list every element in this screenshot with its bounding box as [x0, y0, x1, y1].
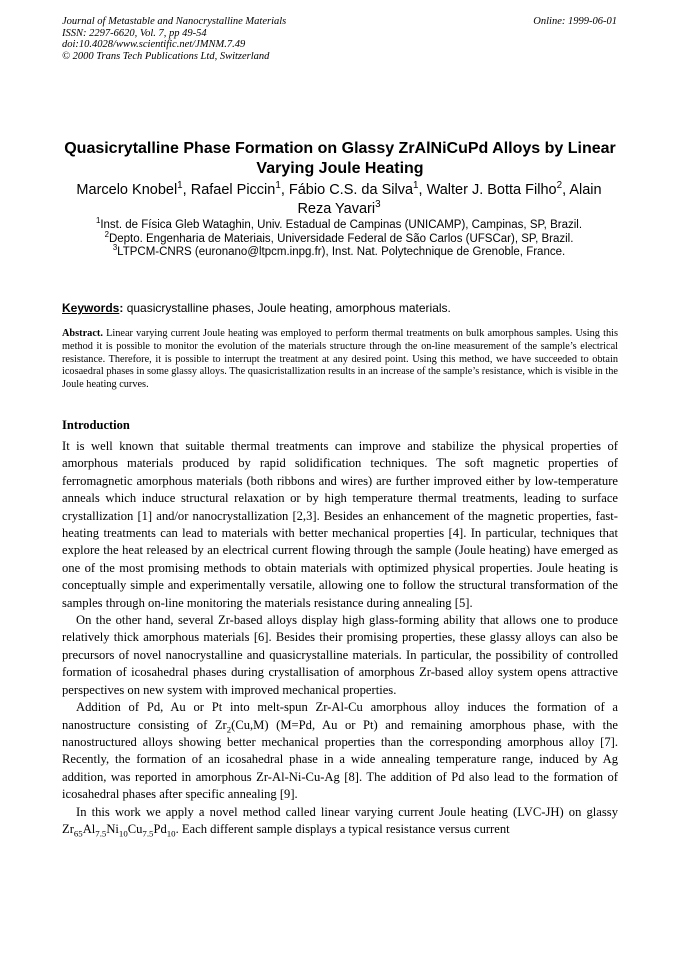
abstract-label: Abstract.	[62, 328, 103, 339]
keywords-text: quasicrystalline phases, Joule heating, amorphous materials.	[126, 301, 451, 315]
author: Alain Reza Yavari$^3$	[297, 182, 602, 217]
keywords: Keywords: quasicrystalline phases, Joule heating, amorphous materials.	[62, 301, 451, 315]
paragraph: Addition of Pd, Au or Pt into melt-spun Zr-Al-Cu amorphous alloy induces the formation of a nanostructure consisting of $Zr_2(Cu,M)$ (M=Pd, Au or Pt) and remaining amorphous phase, with the nanostructured alloys showing better mechanical properties than the corresponding amorphous alloy [7]. Recently, the formation of an icosahedral phase in a wide annealing temperature range, induced by Ag addition, was reported in amorphous Zr-Al-Ni-Cu-Ag [8]. The addition of Pd also lead to the formation of icosahedral phases after specific annealing [9].	[62, 700, 618, 802]
journal-header	[62, 16, 617, 62]
author-list: Marcelo Knobel$^1$, Rafael Piccin$^1$, Fábio C.S. da Silva$^1$, Walter J. Botta Filho$^2$, Alain Reza Yavari$^3$	[76, 180, 602, 217]
author: Marcelo Knobel$^1$	[76, 180, 183, 198]
author: Fábio C.S. da Silva$^1$	[288, 180, 419, 198]
paper-title: Quasicrytalline Phase Formation on Glassy ZrAlNiCuPd Alloys by Linear Varying Joule Heating	[64, 140, 616, 177]
copyright-line: © 2000 Trans Tech Publications Ltd, Switzerland	[62, 50, 270, 62]
doi-line: doi:10.4028/www.scientific.net/JMNM.7.49	[62, 39, 246, 50]
keywords-label: Keywords	[62, 301, 120, 315]
issn-line: ISSN: 2297-6620, Vol. 7, pp 49-54	[62, 27, 207, 39]
introduction-body	[62, 438, 618, 838]
section-heading: Introduction	[62, 418, 130, 432]
affiliation-list	[66, 216, 612, 260]
affiliation: $^2$Depto. Engenharia de Materiais, Universidade Federal de São Carlos (UFSCar), SP, Brazil.	[104, 229, 574, 245]
abstract-text: Linear varying current Joule heating was employed to perform thermal treatments on bulk amorphous samples. Using this method it is possible to monitor the evolution of the materials structure through the on-line measurement of the sample’s electrical resistance. Therefore, it is possible to interrupt the treatment at any desired point. Using this method, we have succeeded to obtain icosaedral phases in some glassy alloys. The quasicristallization results in an increase of the sample’s resistance, which is visible in the Joule heating curves.	[62, 328, 618, 391]
paragraph: It is well known that suitable thermal treatments can improve and stabilize the physical properties of amorphous materials produced by rapid solidification techniques. The soft magnetic properties of ferromagnetic amorphous materials (both ribbons and wires) are further improved either by low-temperature anneals which induce structural relaxation or by high temperature thermal treatments, leading to surface crystallization [1] and/or nanocrystallization [2,3]. Besides an enhancement of the magnetic properties, fast-heating treatments can lead to materials with better mechanical properties [4]. In particular, techniques that explore the heat released by an electrical current flowing through the sample (Joule heating) have emerged as one of the most promising methods to obtain materials with optimized physical properties. Joule heating is conceptually simple and experimentally versatile, allowing one to follow the structural transformation of the samples through on-line monitoring the materials resistance during annealing [5].	[62, 439, 618, 610]
online-date: Online: 1999-06-01	[533, 16, 617, 27]
paragraph: On the other hand, several Zr-based alloys display high glass-forming ability that allows one to produce relatively thick amorphous materials [6]. Besides their promising properties, these glassy alloys can also be precursors of novel nanocrystalline and quasicrystalline materials. In particular, the possibility of controlled formation of icosahedral phases during crystallisation of amorphous Zr-based alloy system opens attractive perspectives on new system with improved mechanical properties.	[62, 613, 618, 697]
author: Rafael Piccin$^1$	[190, 180, 281, 198]
author: Walter J. Botta Filho$^2$	[426, 180, 563, 198]
journal-name: Journal of Metastable and Nanocrystalline Materials	[62, 16, 287, 27]
paragraph: In this work we apply a novel method called linear varying current Joule heating (LVC-JH) on glassy $Zr_{65}Al_{7.5}Ni_{10}Cu_{7.5}Pd_{10}$. Each different sample displays a typical resistance versus current	[62, 804, 618, 839]
affiliation: $^3$LTPCM-CNRS (euronano@ltpcm.inpg.fr), Inst. Nat. Polytechnique de Grenoble, France.	[112, 243, 566, 258]
alloy-formula: $Zr_{65}Al_{7.5}Ni_{10}Cu_{7.5}Pd_{10}$	[62, 821, 176, 839]
abstract	[62, 328, 618, 392]
affiliation: $^1$Inst. de Física Gleb Wataghin, Univ. Estadual de Campinas (UNICAMP), Campinas, SP, Brazil.	[95, 216, 583, 231]
